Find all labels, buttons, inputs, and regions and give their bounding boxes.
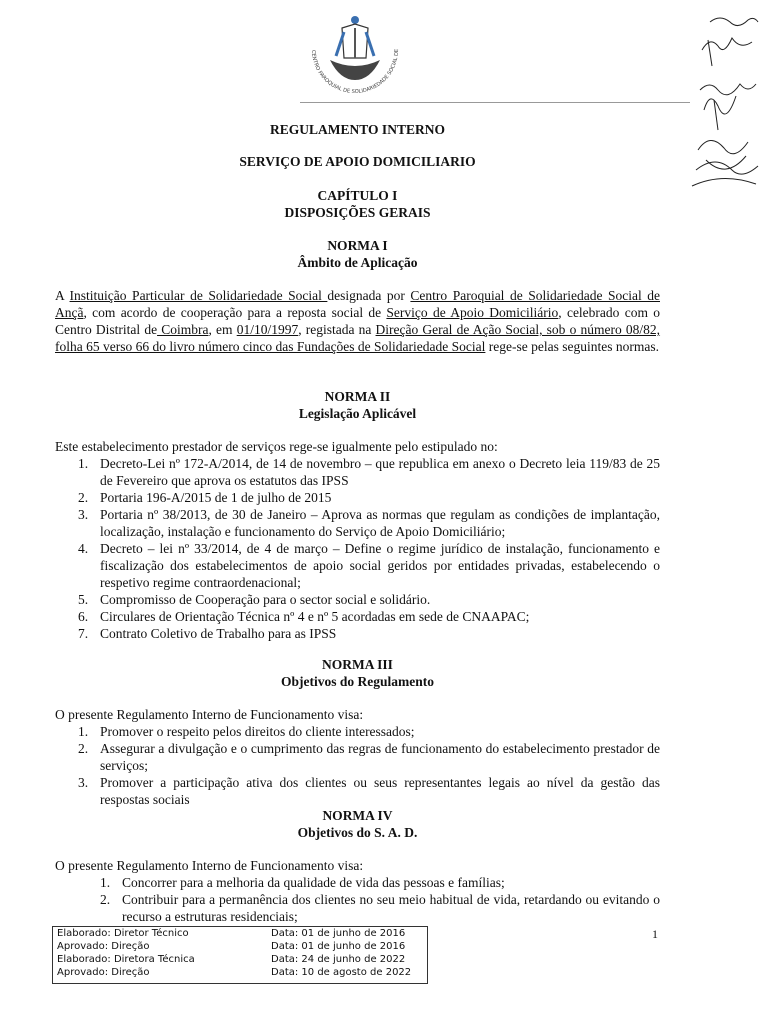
norma1-name: Âmbito de Aplicação — [297, 255, 418, 270]
list-item-text: Contrato Coletivo de Trabalho para as IPSS — [100, 626, 337, 641]
list-item-number: 6. — [78, 609, 89, 624]
list-item — [78, 540, 660, 591]
norma1-title: NORMA I — [327, 238, 388, 253]
norma4-name: Objetivos do S. A. D. — [297, 825, 418, 840]
doc-subtitle: SERVIÇO DE APOIO DOMICILIARIO — [239, 154, 476, 169]
list-item-number: 3. — [78, 507, 89, 522]
list-item-text: Compromisso de Cooperação para o sector social e solidário. — [100, 592, 431, 607]
list-item-number: 7. — [78, 626, 89, 641]
list-item — [78, 740, 660, 774]
list-item-number: 1. — [78, 456, 89, 471]
list-item-number: 5. — [78, 592, 89, 607]
signatures-image — [688, 10, 764, 190]
page-number: 1 — [652, 927, 658, 941]
list-item-text: Decreto-Lei nº 172-A/2014, de 14 de novembro – que republica em anexo o Decreto leia 119/83 de 25 de Fevereiro que aprova os estatutos das IPSS — [100, 456, 660, 488]
list-item-text: Contribuir para a permanência dos clientes no seu meio habitual de vida, retardando ou evitando o recurso a estruturas residenciais; — [122, 892, 660, 924]
institution-logo — [300, 10, 410, 102]
list-item — [78, 625, 660, 642]
list-item-text: Decreto – lei nº 33/2014, de 4 de março – Define o regime jurídico de instalação, funcionamento e fiscalização dos estabelecimentos de apoio social geridos por entidades privadas, estabelecendo o respetivo regime contraordenacional; — [100, 541, 660, 590]
list-item-number: 2. — [78, 490, 89, 505]
chapter-name: DISPOSIÇÕES GERAIS — [284, 205, 431, 220]
header-divider — [300, 102, 690, 103]
approval-footer-box: Elaborado: Diretor Técnico Data: 01 de junho de 2016 Aprovado: Direção Data: 01 de junho de 2016 Elaborado: Diretora Técnica Data: 24 de junho de 2022 Aprovado: Direção Data: 10 de agosto de 2022 — [52, 926, 428, 984]
list-item-text: Circulares de Orientação Técnica nº 4 e nº 5 acordadas em sede de CNAAPAC; — [100, 609, 530, 624]
list-item-text: Promover o respeito pelos direitos do cliente interessados; — [100, 724, 415, 739]
doc-title: REGULAMENTO INTERNO — [270, 122, 445, 137]
norma2-title: NORMA II — [324, 389, 391, 404]
list-item-number: 4. — [78, 541, 89, 556]
logo-arc-text: CENTRO PAROQUIAL DE SOLIDARIEDADE SOCIAL DE — [309, 48, 401, 96]
list-item-number: 2. — [78, 741, 89, 756]
norma2-list — [78, 455, 660, 642]
list-item-text: Assegurar a divulgação e o cumprimento das regras de funcionamento do estabelecimento prestador de serviços; — [100, 741, 660, 773]
list-item-number: 1. — [78, 724, 89, 739]
list-item — [78, 608, 660, 625]
list-item-text: Promover a participação ativa dos clientes ou seus representantes legais ao nível da gestão das respostas sociais — [100, 775, 660, 807]
svg-text:CENTRO PAROQUIAL DE SOLIDARIED — [300, 10, 400, 95]
norma3-name: Objetivos do Regulamento — [281, 674, 434, 689]
list-item-number: 3. — [78, 775, 89, 790]
norma3-intro: O presente Regulamento Interno de Funcionamento visa: — [55, 707, 364, 722]
norma2-intro: Este estabelecimento prestador de serviços rege-se igualmente pelo estipulado no: — [55, 439, 498, 454]
norma3-list — [78, 723, 660, 808]
list-item — [78, 591, 660, 608]
list-item — [78, 489, 660, 506]
list-item — [100, 874, 660, 891]
norma1-paragraph: A Instituição Particular de Solidariedade Social designada por Centro Paroquial de Solidariedade Social de Ançã, com acordo de cooperação para a reposta social de Serviço de Apoio Domiciliário, celebrado com o Centro Distrital de Coimbra, em 01/10/1997, registada na Direção Geral de Ação Social, sob o número 08/82, folha 65 verso 66 do livro número cinco das Fundações de Solidariedade Social rege-se pelas seguintes normas. — [55, 288, 661, 354]
list-item — [100, 891, 660, 925]
list-item-number: 2. — [100, 892, 111, 907]
chapter-number: CAPÍTULO I — [317, 188, 398, 203]
norma4-title: NORMA IV — [322, 808, 393, 823]
list-item-number: 1. — [100, 875, 111, 890]
norma2-name: Legislação Aplicável — [298, 406, 417, 421]
list-item — [78, 455, 660, 489]
list-item — [78, 774, 660, 808]
norma4-list — [100, 874, 660, 925]
list-item — [78, 506, 660, 540]
list-item-text: Concorrer para a melhoria da qualidade de vida das pessoas e famílias; — [122, 875, 505, 890]
norma3-title: NORMA III — [322, 657, 393, 672]
list-item — [78, 723, 660, 740]
list-item-text: Portaria 196-A/2015 de 1 de julho de 2015 — [100, 490, 332, 505]
norma4-intro: O presente Regulamento Interno de Funcionamento visa: — [55, 858, 364, 873]
list-item-text: Portaria nº 38/2013, de 30 de Janeiro – Aprova as normas que regulam as condições de implantação, localização, instalação e funcionamento do Serviço de Apoio Domiciliário; — [100, 507, 660, 539]
